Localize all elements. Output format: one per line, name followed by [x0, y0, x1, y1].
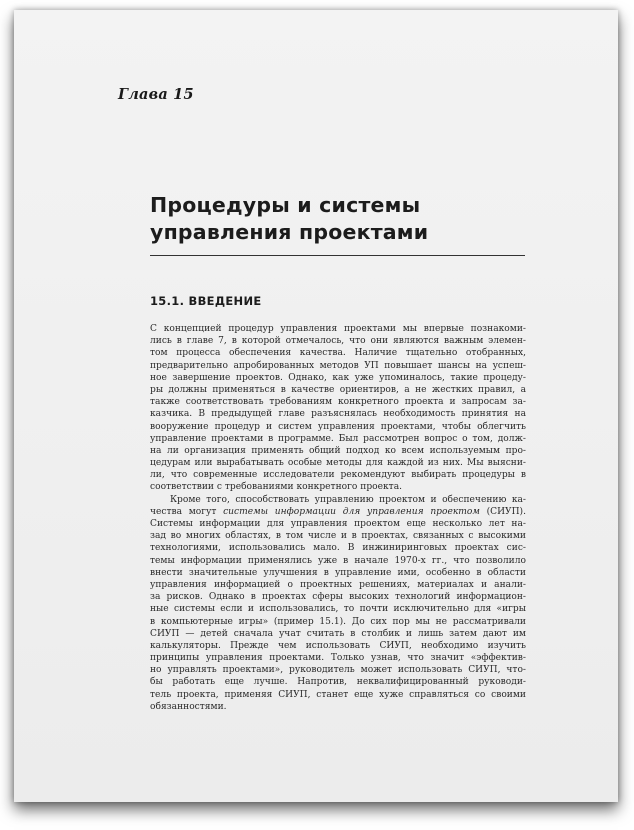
- text-line: Кроме того, способствовать управлению проектом и обеспечению ка-: [170, 494, 526, 505]
- text-line: управление проектами в программе. Был рассмотрен вопрос о том, долж-: [150, 433, 526, 444]
- text-line: [150, 506, 526, 518]
- text-line: бы работать еще лучше. Напротив, неквалифицированный руководи-: [150, 677, 526, 688]
- text-line: калькуляторы. Прежде чем использовать СИУП, необходимо изучить: [150, 640, 526, 651]
- text-line: тель проекта, применяя СИУП, станет еще хуже справляться со своими: [150, 689, 526, 700]
- chapter-title: [150, 192, 550, 246]
- text-line: ли, что современные исследователи рекомендуют выбирать процедуры в: [150, 470, 526, 481]
- paragraph-2: [150, 494, 526, 713]
- text-line: зад во многих областях, в том числе и в проектах, связанных с высокими: [150, 531, 526, 542]
- text-line: СИУП — детей сначала учат считать в столбик и лишь затем дают им: [150, 628, 526, 639]
- text-line: лись в главе 7, в которой отмечалось, что они являются важным элемен-: [150, 336, 526, 347]
- title-divider: [150, 255, 525, 256]
- paragraph-2-rest: [150, 518, 526, 713]
- chapter-title-line-2: управления проектами: [150, 220, 429, 244]
- text-line: на ли организация применять общий подход ко всем используемым про-: [150, 445, 526, 456]
- text-line: том процесса обеспечения качества. Наличие тщательно отобранных,: [150, 348, 526, 359]
- text-line: темы информации применялись уже в начале 1970-х гг., что позволило: [150, 555, 526, 566]
- text-run: чества могут: [150, 506, 224, 517]
- text-line: также соответствовать требованиям конкретного проекта и запросам за-: [150, 397, 526, 408]
- book-page: [14, 10, 618, 802]
- text-line: принципы управления проектами. Только узнав, что значит «эффектив-: [150, 653, 526, 664]
- text-run: (СИУП).: [479, 506, 526, 517]
- text-line: за рисков. Однако в проектах сферы высоких технологий информацион-: [150, 592, 526, 603]
- text-line: технологиями, использовались мало. В инжиниринговых проектах сис-: [150, 543, 526, 554]
- text-line: цедурам или вырабатывать особые методы для каждой из них. Мы выясни-: [150, 458, 526, 469]
- text-line: управления информацией о проектных решениях, материалах и анали-: [150, 579, 526, 590]
- section-heading: 15.1. ВВЕДЕНИЕ: [150, 294, 262, 308]
- text-line: но управлять проектами», руководитель может использовать СИУП, что-: [150, 665, 526, 676]
- chapter-label: Глава 15: [118, 86, 194, 103]
- text-line: обязанностями.: [150, 701, 227, 712]
- text-line: казчика. В предыдущей главе разъяснялась необходимость принятия на: [150, 409, 526, 420]
- text-line: С концепцией процедур управления проектами мы впервые познакоми-: [150, 324, 526, 334]
- text-line: вооружение процедур и систем управления проектами, чтобы облегчить: [150, 421, 526, 432]
- text-line: предварительно апробированных методов УП повышает шансы на успеш-: [150, 360, 526, 371]
- text-line: ные системы если и использовались, то почти исключительно для «игры: [150, 604, 526, 615]
- paragraph-1: [150, 323, 526, 494]
- text-line: в компьютерные игры» (пример 15.1). До сих пор мы не рассматривали: [150, 616, 526, 627]
- text-line: ное завершение проектов. Однако, как уже упоминалось, такие процеду-: [150, 372, 526, 383]
- chapter-title-line-1: Процедуры и системы: [150, 193, 421, 217]
- text-line: внести значительные улучшения в управление ими, особенно в области: [150, 567, 526, 578]
- text-line: ры должны применяться в качестве ориентиров, а не жестких правил, а: [150, 384, 526, 395]
- text-line: Системы информации для управления проектом еще несколько лет на-: [150, 519, 526, 529]
- text-line: соответствии с требованиями конкретного проекта.: [150, 482, 403, 493]
- italic-term: системы информации для управления проектом: [223, 506, 480, 517]
- body-text: [150, 323, 526, 713]
